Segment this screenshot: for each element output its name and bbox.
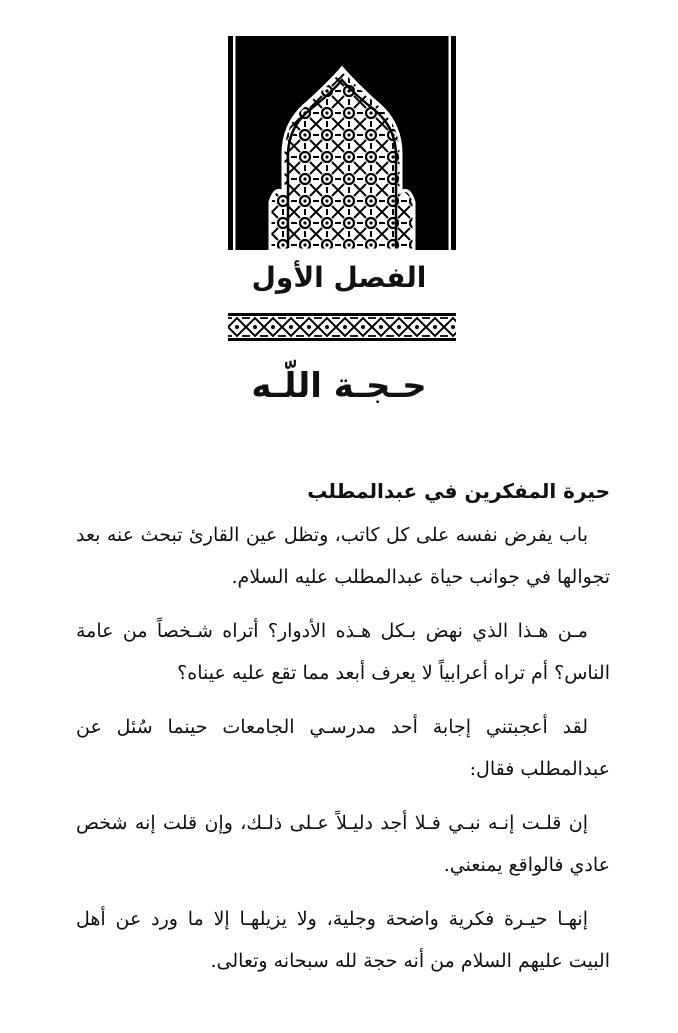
paragraph: لقد أعجبتني إجابة أحد مدرسـي الجامعات حينما سُئل عن عبدالمطلب فقال: bbox=[76, 716, 610, 780]
paragraph: إنهـا حيـرة فكرية واضحة وجلية، ولا يزيلهـا إلا ما ورد عن أهل البيت عليهم السلام من أنه حجة لله سبحانه وتعالى. bbox=[76, 908, 610, 972]
chapter-label: الفصل الأول bbox=[251, 261, 427, 294]
page-body bbox=[76, 474, 610, 994]
ornamental-band bbox=[228, 313, 456, 341]
chapter-title: حـجـة اللّـه bbox=[251, 366, 427, 406]
paragraph: مـن هـذا الذي نهض بـكل هـذه الأدوار؟ أتراه شـخصاً من عامة الناس؟ أم تراه أعرابياً لا يعرف أبعد مما تقع عليه عيناه؟ bbox=[76, 620, 610, 684]
paragraph: باب يفرض نفسه على كل كاتب، وتظل عين القارئ تبحث عنه بعد تجوالها في جوانب حياة عبدالمطلب عليه السلام. bbox=[76, 524, 610, 588]
arch-emblem bbox=[228, 36, 456, 250]
paragraph: إن قلـت إنـه نبـي فـلا أجد دليـلاً عـلى ذلـك، وإن قلت إنه شخص عادي فالواقع يمنعني. bbox=[76, 812, 610, 876]
section-heading: حيرة المفكرين في عبدالمطلب bbox=[307, 479, 610, 503]
